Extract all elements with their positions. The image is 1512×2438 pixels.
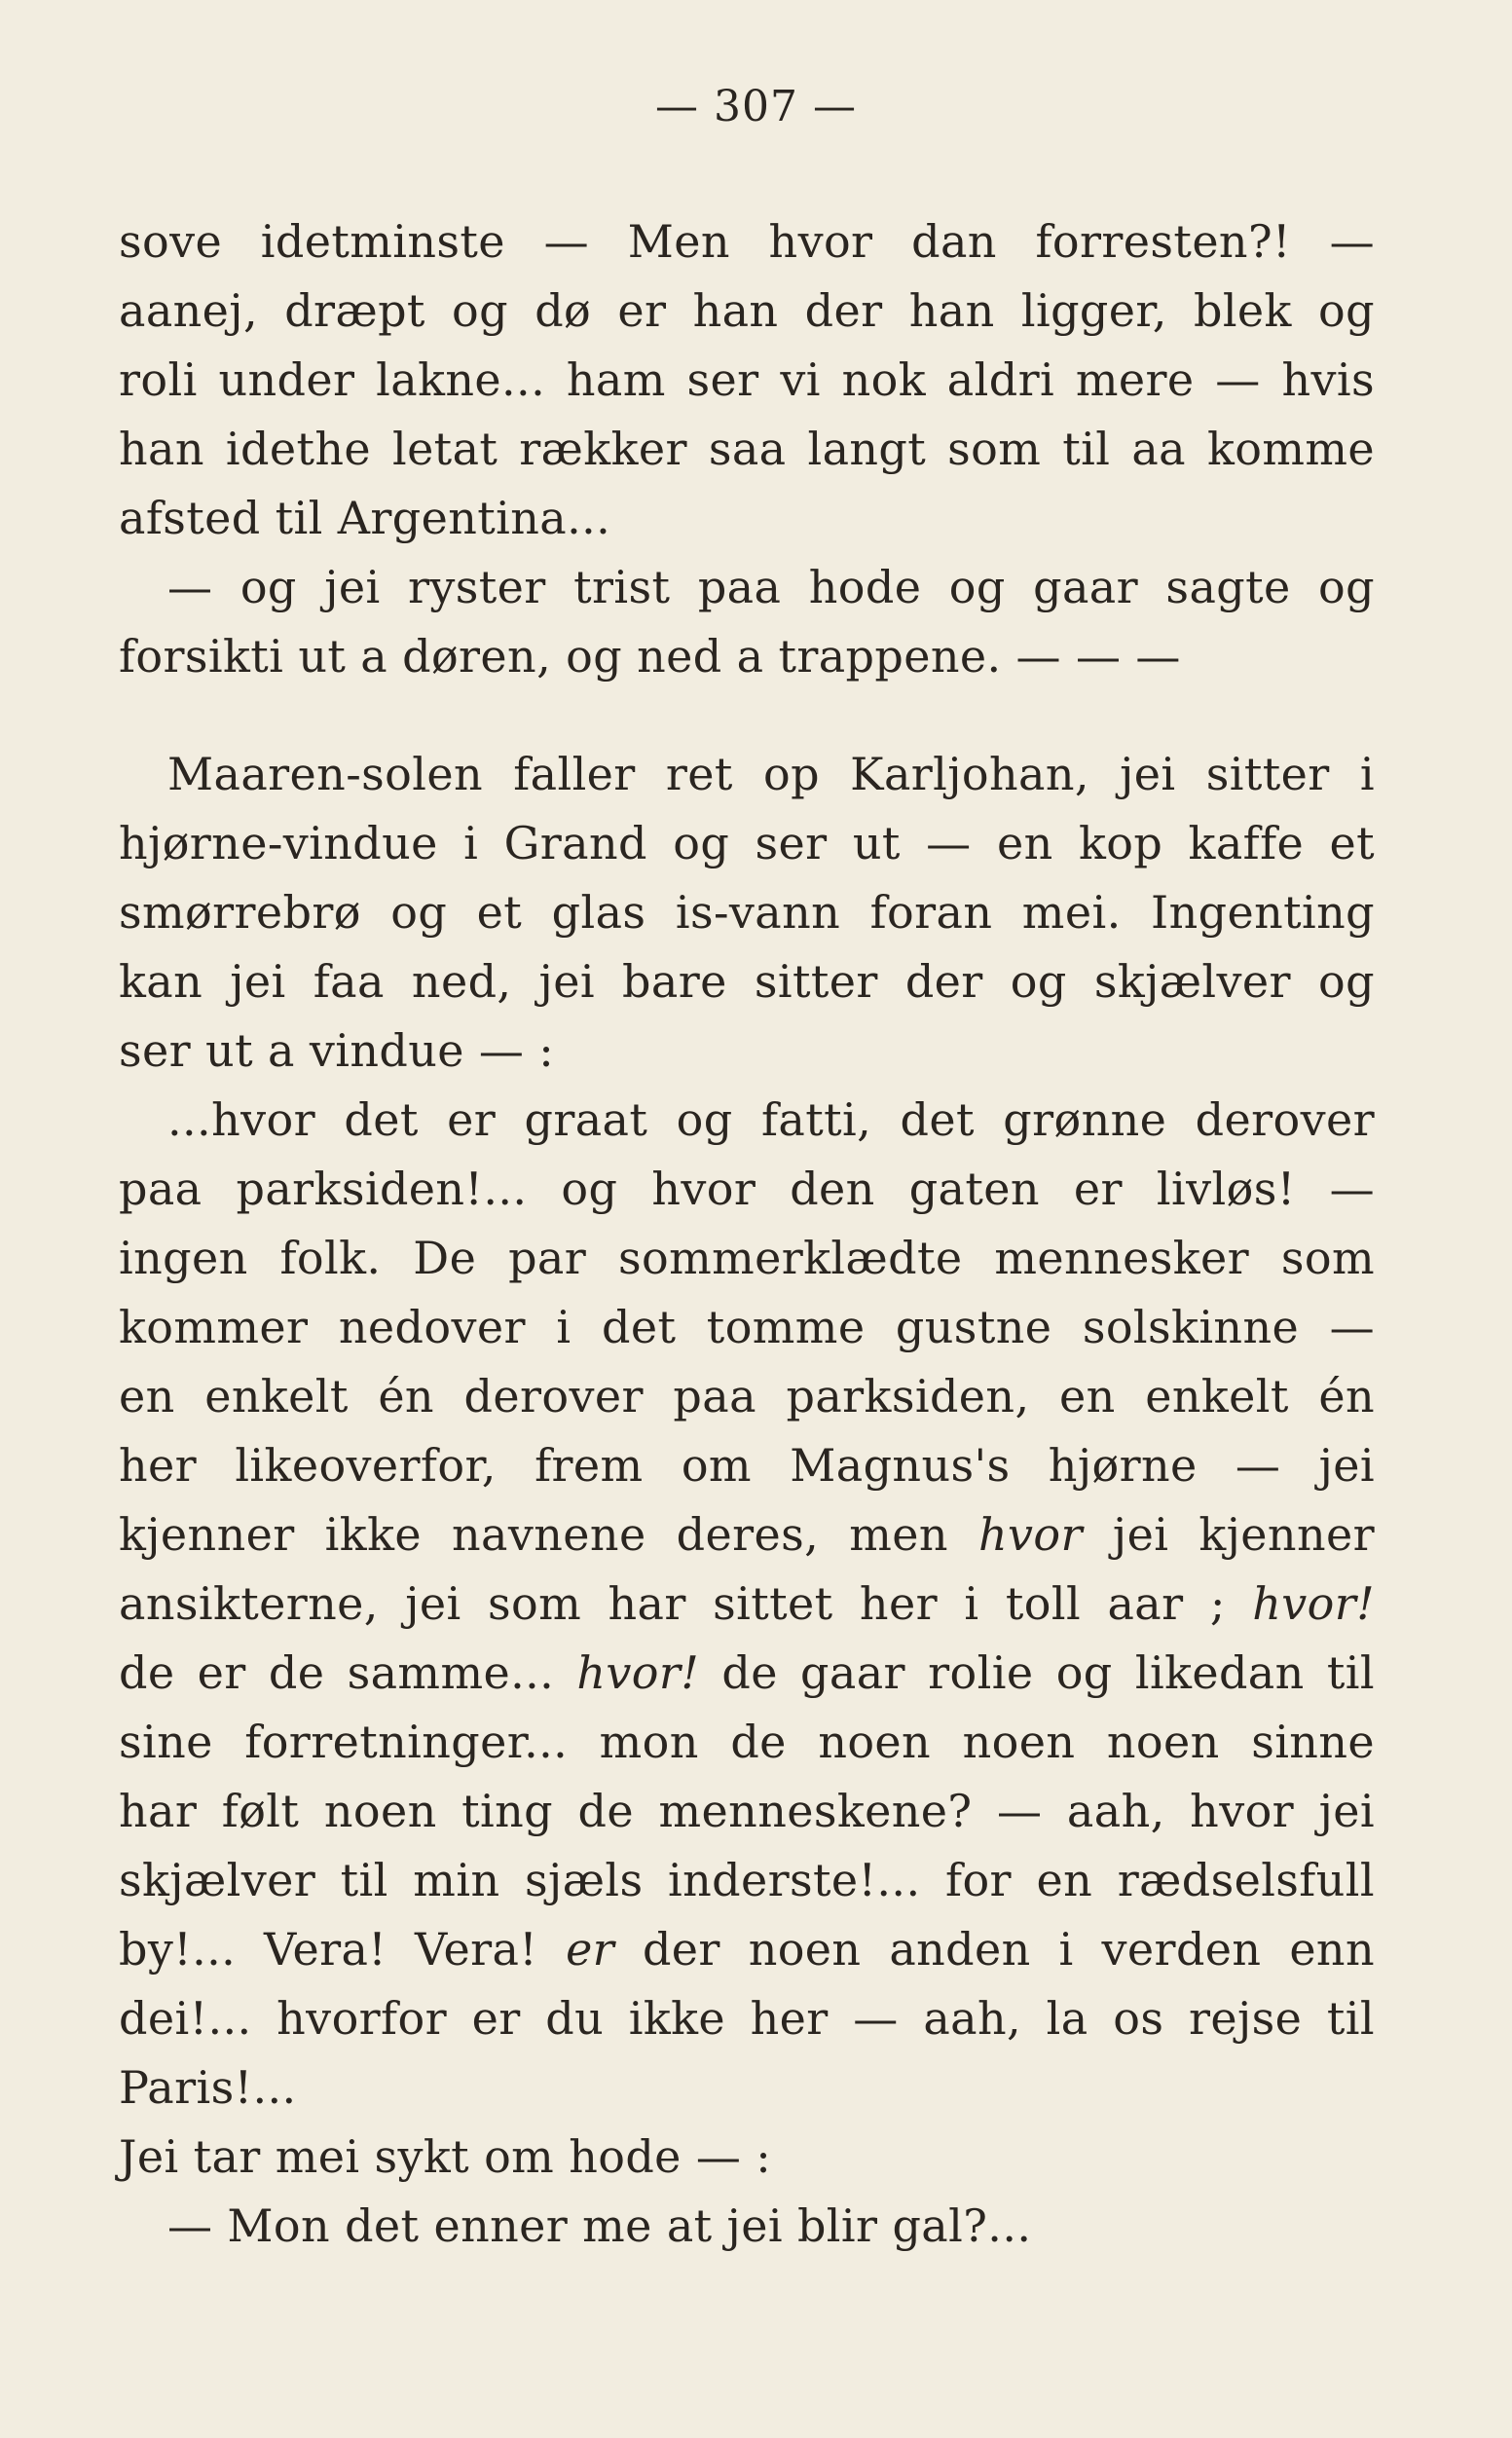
text-line: sine forretninger... mon de noen noen noen sinne	[119, 1716, 1375, 1768]
text-line	[119, 1915, 1375, 1984]
text-line: skjælver til min sjæls inderste!... for en rædselsfull	[119, 1854, 1375, 1906]
text-line: smørrebrø og et glas is-vann foran mei. Ingenting	[119, 886, 1375, 939]
text-line: — Mon det enner me at jei blir gal?...	[167, 2199, 1032, 2252]
text-line: kan jei faa ned, jei bare sitter der og skjælver og	[119, 955, 1375, 1008]
text-line	[119, 1570, 1375, 1639]
text-line	[119, 1500, 1375, 1570]
text-run: ansikterne, jei som har sittet her i toll aar ;	[119, 1577, 1253, 1630]
text-line: har følt noen ting de menneskene? — aah, hvor jei	[119, 1785, 1375, 1837]
text-run: de gaar rolie og likedan til	[699, 1646, 1375, 1699]
text-run: der noen anden i verden enn	[614, 1923, 1375, 1976]
text-line: en enkelt én derover paa parksiden, en enkelt én	[119, 1370, 1375, 1422]
text-line: roli under lakne... ham ser vi nok aldri mere — hvis	[119, 353, 1375, 406]
text-line: her likeoverfor, frem om Magnus's hjørne — jei	[119, 1439, 1375, 1492]
text-line: afsted til Argentina...	[119, 492, 611, 544]
text-line: aanej, dræpt og dø er han der han ligger, blek og	[119, 284, 1375, 337]
text-line: Maaren-solen faller ret op Karljohan, jei sitter i	[167, 748, 1375, 800]
italic-word: hvor!	[1252, 1577, 1375, 1630]
text-line: Paris!...	[119, 2061, 297, 2114]
text-run: de er de samme...	[119, 1646, 577, 1699]
text-line: paa parksiden!... og hvor den gaten er livløs! —	[119, 1163, 1375, 1215]
italic-word: hvor!	[576, 1646, 700, 1699]
text-line: ingen folk. De par sommerklædte mennesker som	[119, 1232, 1375, 1284]
text-line: Jei tar mei sykt om hode — :	[119, 2130, 772, 2183]
text-line	[119, 1639, 1375, 1708]
text-line: kommer nedover i det tomme gustne solskinne —	[119, 1301, 1375, 1353]
text-line: ser ut a vindue — :	[119, 1024, 555, 1077]
text-run: by!... Vera! Vera!	[119, 1923, 567, 1976]
text-run: jei kjenner	[1082, 1508, 1375, 1561]
text-run: kjenner ikke navnene deres, men	[119, 1508, 978, 1561]
body-text	[119, 207, 1375, 2261]
text-line: sove idetminste — Men hvor dan forresten?! —	[119, 215, 1375, 268]
text-line: hjørne-vindue i Grand og ser ut — en kop kaffe et	[119, 817, 1375, 869]
paragraph-gap	[119, 691, 1375, 740]
text-line: ...hvor det er graat og fatti, det grønne derover	[167, 1093, 1375, 1146]
italic-word: er	[566, 1923, 615, 1976]
text-line: forsikti ut a døren, og ned a trappene. — — —	[119, 630, 1181, 683]
text-line: han idethe letat rækker saa langt som til aa komme	[119, 423, 1375, 475]
text-line: — og jei ryster trist paa hode og gaar sagte og	[167, 561, 1375, 613]
italic-word: hvor	[977, 1508, 1083, 1561]
text-line: dei!... hvorfor er du ikke her — aah, la os rejse til	[119, 1992, 1375, 2045]
page-number: — 307 —	[655, 82, 857, 131]
